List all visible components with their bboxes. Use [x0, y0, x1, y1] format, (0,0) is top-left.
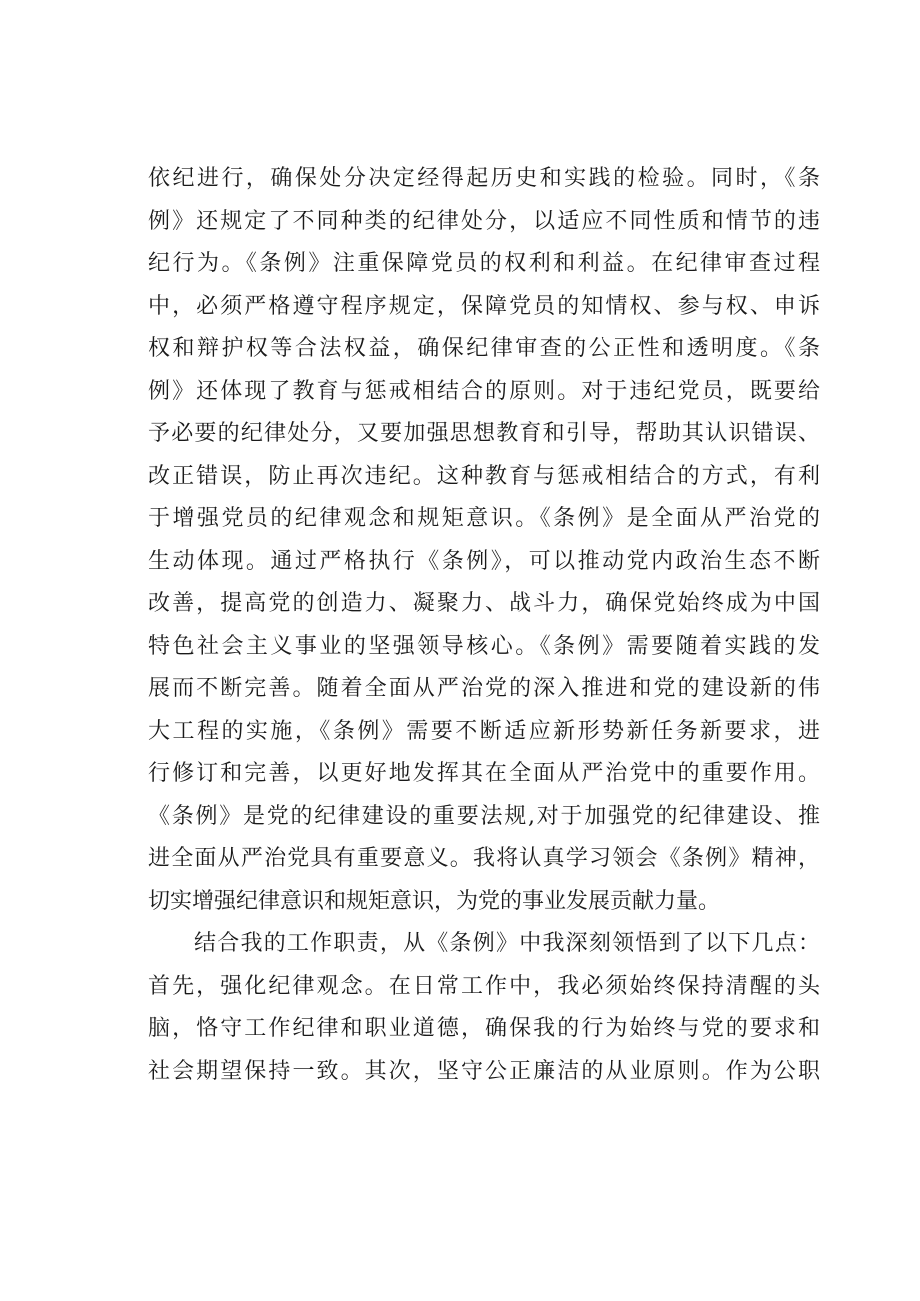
- document-body: [148, 158, 820, 1093]
- text-line: 改正错误，防止再次违纪。这种教育与惩戒相结合的方式，有利: [148, 463, 820, 489]
- text-line: 权和辩护权等合法权益，确保纪律审查的公正性和透明度。《条: [148, 336, 820, 361]
- text-line: 大工程的实施，《条例》需要不断适应新形势新任务新要求，进: [148, 718, 820, 744]
- paragraph-1: [148, 158, 820, 923]
- text-line: 结合我的工作职责，从《条例》中我深刻领悟到了以下几点：: [194, 931, 820, 956]
- text-line: 改善，提高党的创造力、凝聚力、战斗力，确保党始终成为中国: [148, 591, 820, 616]
- text-line: 首先，强化纪律观念。在日常工作中，我必须始终保持清醒的头: [148, 973, 820, 999]
- text-line: 中，必须严格遵守程序规定，保障党员的知情权、参与权、申诉: [148, 293, 820, 319]
- text-line: 予必要的纪律处分，又要加强思想教育和引导，帮助其认识错误、: [148, 421, 820, 446]
- paragraph-2: [148, 923, 820, 1093]
- text-line: 切实增强纪律意识和规矩意识，为党的事业发展贡献力量。: [148, 888, 721, 914]
- text-line: 进全面从严治党具有重要意义。我将认真学习领会《条例》精神，: [148, 846, 820, 871]
- text-line: 展而不断完善。随着全面从严治党的深入推进和党的建设新的伟: [148, 676, 820, 701]
- text-line: 脑，恪守工作纪律和职业道德，确保我的行为始终与党的要求和: [148, 1016, 820, 1041]
- text-line: 行修订和完善，以更好地发挥其在全面从严治党中的重要作用。: [148, 761, 820, 786]
- text-line: 例》还规定了不同种类的纪律处分，以适应不同性质和情节的违: [148, 208, 820, 234]
- text-line: 例》还体现了教育与惩戒相结合的原则。对于违纪党员，既要给: [148, 378, 820, 404]
- text-line: 特色社会主义事业的坚强领导核心。《条例》需要随着实践的发: [148, 633, 820, 659]
- text-line: 社会期望保持一致。其次，坚守公正廉洁的从业原则。作为公职: [148, 1058, 820, 1084]
- text-line: 依纪进行，确保处分决定经得起历史和实践的检验。同时，《条: [148, 166, 820, 191]
- text-line: 于增强党员的纪律观念和规矩意识。《条例》是全面从严治党的: [148, 506, 820, 531]
- text-line: 纪行为。《条例》注重保障党员的权利和利益。在纪律审查过程: [148, 251, 820, 276]
- text-line: 《条例》是党的纪律建设的重要法规,对于加强党的纪律建设、推: [148, 803, 820, 829]
- text-line: 生动体现。通过严格执行《条例》，可以推动党内政治生态不断: [148, 548, 820, 574]
